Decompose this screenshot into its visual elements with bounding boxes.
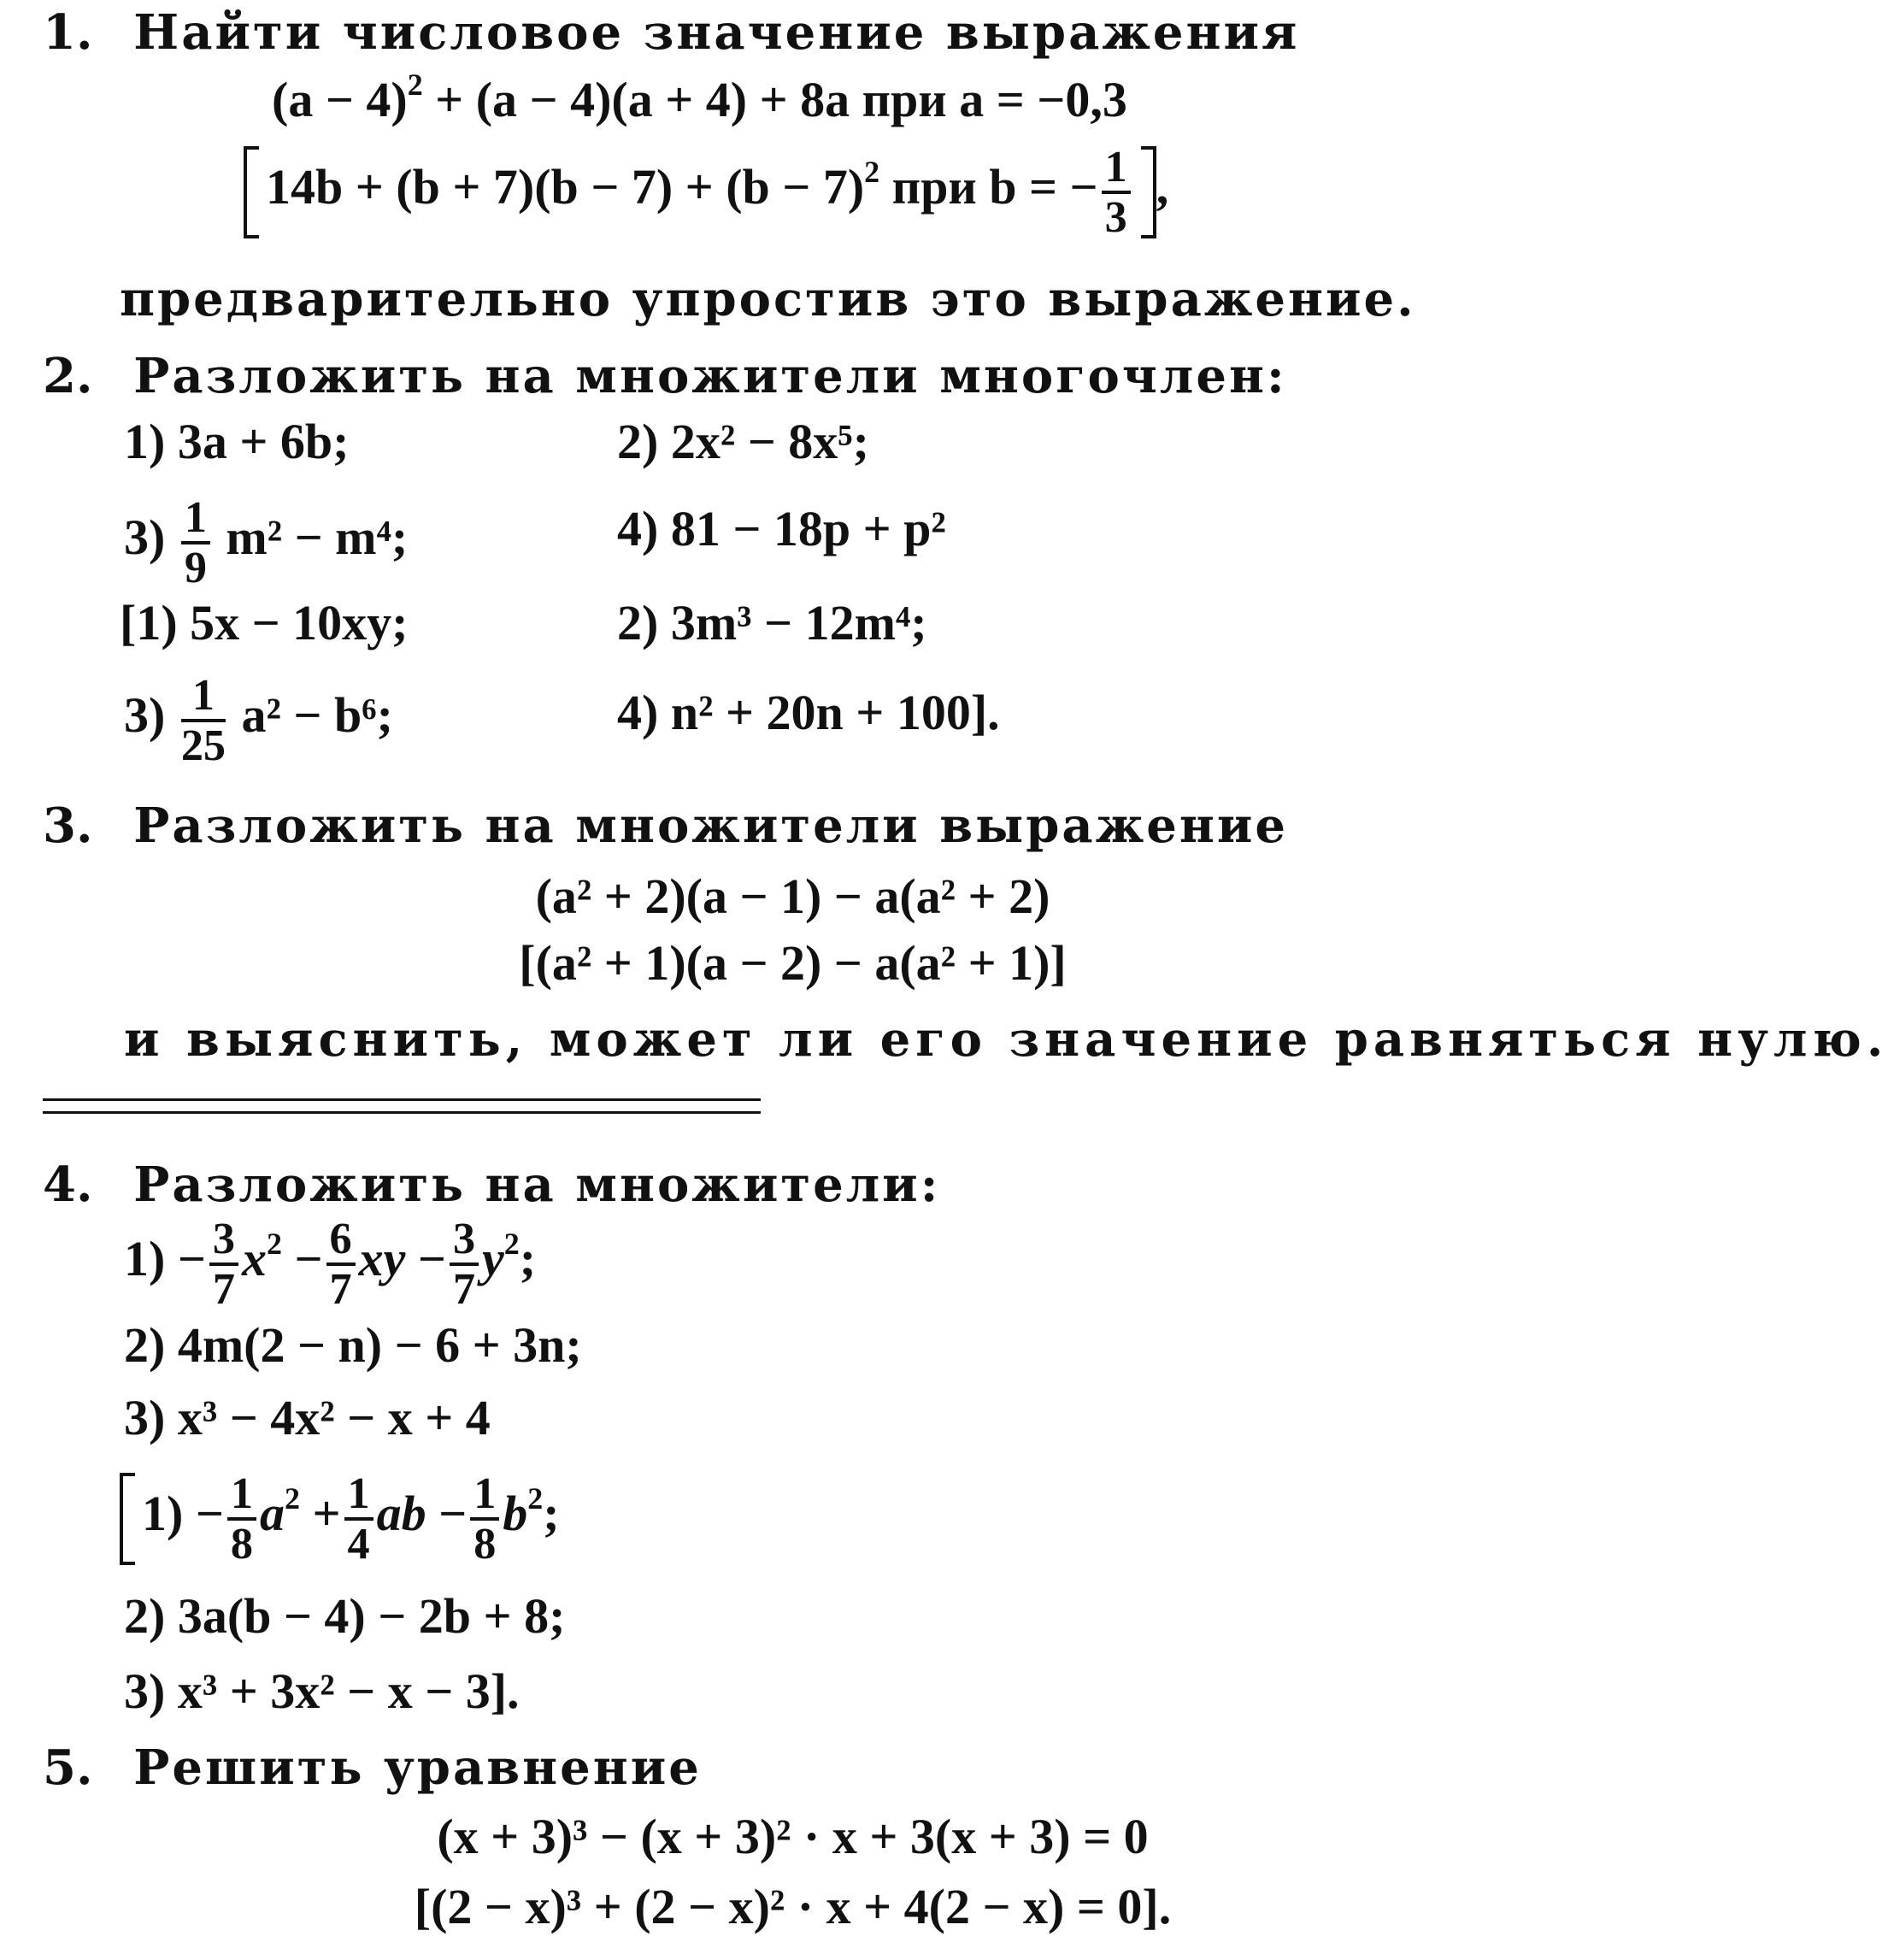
problem-5-expression-1: (x + 3)³ − (x + 3)² · x + 3(x + 3) = 0 xyxy=(437,1809,1149,1864)
problem-1-title: Найти числовое значение выражения xyxy=(133,4,1300,61)
problem-5-expression-2: [(2 − x)³ + (2 − x)² · x + 4(2 − x) = 0]. xyxy=(414,1879,1172,1934)
problem-3-title: Разложить на множители выражение xyxy=(133,798,1289,854)
problem-3-expression-1: (a² + 2)(a − 1) − a(a² + 2) xyxy=(535,868,1050,924)
problem-4-heading xyxy=(43,1157,941,1213)
problem-4-item-1: 1) − $\frac{3}{7}$ $x^2$ − $\frac{6}{7}$ xy − $\frac{3}{7}$ $y^2$; xyxy=(124,1214,537,1314)
problem-3-heading xyxy=(43,798,1289,854)
problem-5-number: 5. xyxy=(43,1739,93,1796)
problem-1-number: 1. xyxy=(43,4,93,61)
expr-a-part2: + (a − 4)(a + 4) + 8a при a = −0,3 xyxy=(422,72,1127,127)
problem-3-expression-2: [(a² + 1)(a − 2) − a(a² + 1)] xyxy=(519,935,1067,991)
problem-4-title: Разложить на множители: xyxy=(133,1157,941,1213)
problem-1-expression-a: $(a - 4)^2 + (a - 4)(a + 4) + 8a$ при a = −0,3 xyxy=(272,67,1127,127)
problem-1-footer: предварительно упростив это выражение. xyxy=(120,271,1416,327)
problem-2-title: Разложить на множители многочлен: xyxy=(133,348,1287,404)
problem-2-alt-item-2: 2) 3m³ − 12m⁴; xyxy=(617,595,927,650)
left-bracket xyxy=(120,1473,135,1565)
problem-4-alt-item-3: 3) x³ + 3x² − x − 3]. xyxy=(124,1663,520,1719)
problem-3-footer: и выяснить, может ли его значение равняться нулю. xyxy=(124,1011,1888,1068)
problem-4-alt-item-2: 2) 3a(b − 4) − 2b + 8; xyxy=(124,1588,566,1644)
problem-4-alt-item-1: 1) − $\frac{1}{8}$ $a^2$ + $\frac{1}{4}$ ab − $\frac{1}{8}$ $b^2$; xyxy=(120,1470,560,1568)
problem-4-number: 4. xyxy=(43,1157,93,1213)
problem-2-heading xyxy=(43,348,1287,404)
left-bracket xyxy=(244,146,259,238)
fraction-one-twentyfifth: $\frac{1}{25}$ xyxy=(180,670,226,770)
problem-4-item-2: 2) 4m(2 − n) − 6 + 3n; xyxy=(124,1317,582,1373)
problem-2-alt-item-1: [1) 5x − 10xy; xyxy=(120,595,409,650)
problem-2-item-2: 2) 2x² − 8x⁵; xyxy=(617,414,869,469)
fraction-one-third: $\frac{1}{3}$ xyxy=(1102,144,1131,241)
right-bracket xyxy=(1141,146,1156,238)
divider-line-top xyxy=(43,1098,761,1101)
problem-2-alt-item-3: 3) $\frac{1}{25}$ a² − b⁶; xyxy=(124,670,393,770)
expr-b-part2: при b = − xyxy=(879,159,1098,215)
expr-b-part1: 14b + (b + 7)(b − 7) + (b − 7) xyxy=(266,159,865,215)
problem-3-number: 3. xyxy=(43,798,93,854)
problem-4-item-3: 3) x³ − 4x² − x + 4 xyxy=(124,1390,491,1445)
problem-1-heading xyxy=(43,4,1300,61)
fraction-one-ninth: $\frac{1}{9}$ xyxy=(181,494,210,592)
problem-5-heading xyxy=(43,1739,702,1796)
problem-5-title: Решить уравнение xyxy=(133,1739,702,1796)
problem-2-item-1: 1) 3a + 6b; xyxy=(124,414,350,469)
problem-1-expression-b: $14b + (b + 7)(b - 7) + (b - 7)^2$ при b = − $\frac{1}{3}$ , xyxy=(244,144,1168,241)
divider-line-bottom xyxy=(43,1111,761,1114)
problem-2-number: 2. xyxy=(43,348,93,404)
problem-2-alt-item-4: 4) n² + 20n + 100]. xyxy=(617,685,1000,740)
problem-2-item-4: 4) 81 − 18p + p² xyxy=(617,501,946,556)
expr-a-part1: (a − 4) xyxy=(272,72,408,127)
problem-2-item-3: 3) $\frac{1}{9}$ m² − m⁴; xyxy=(124,492,409,592)
